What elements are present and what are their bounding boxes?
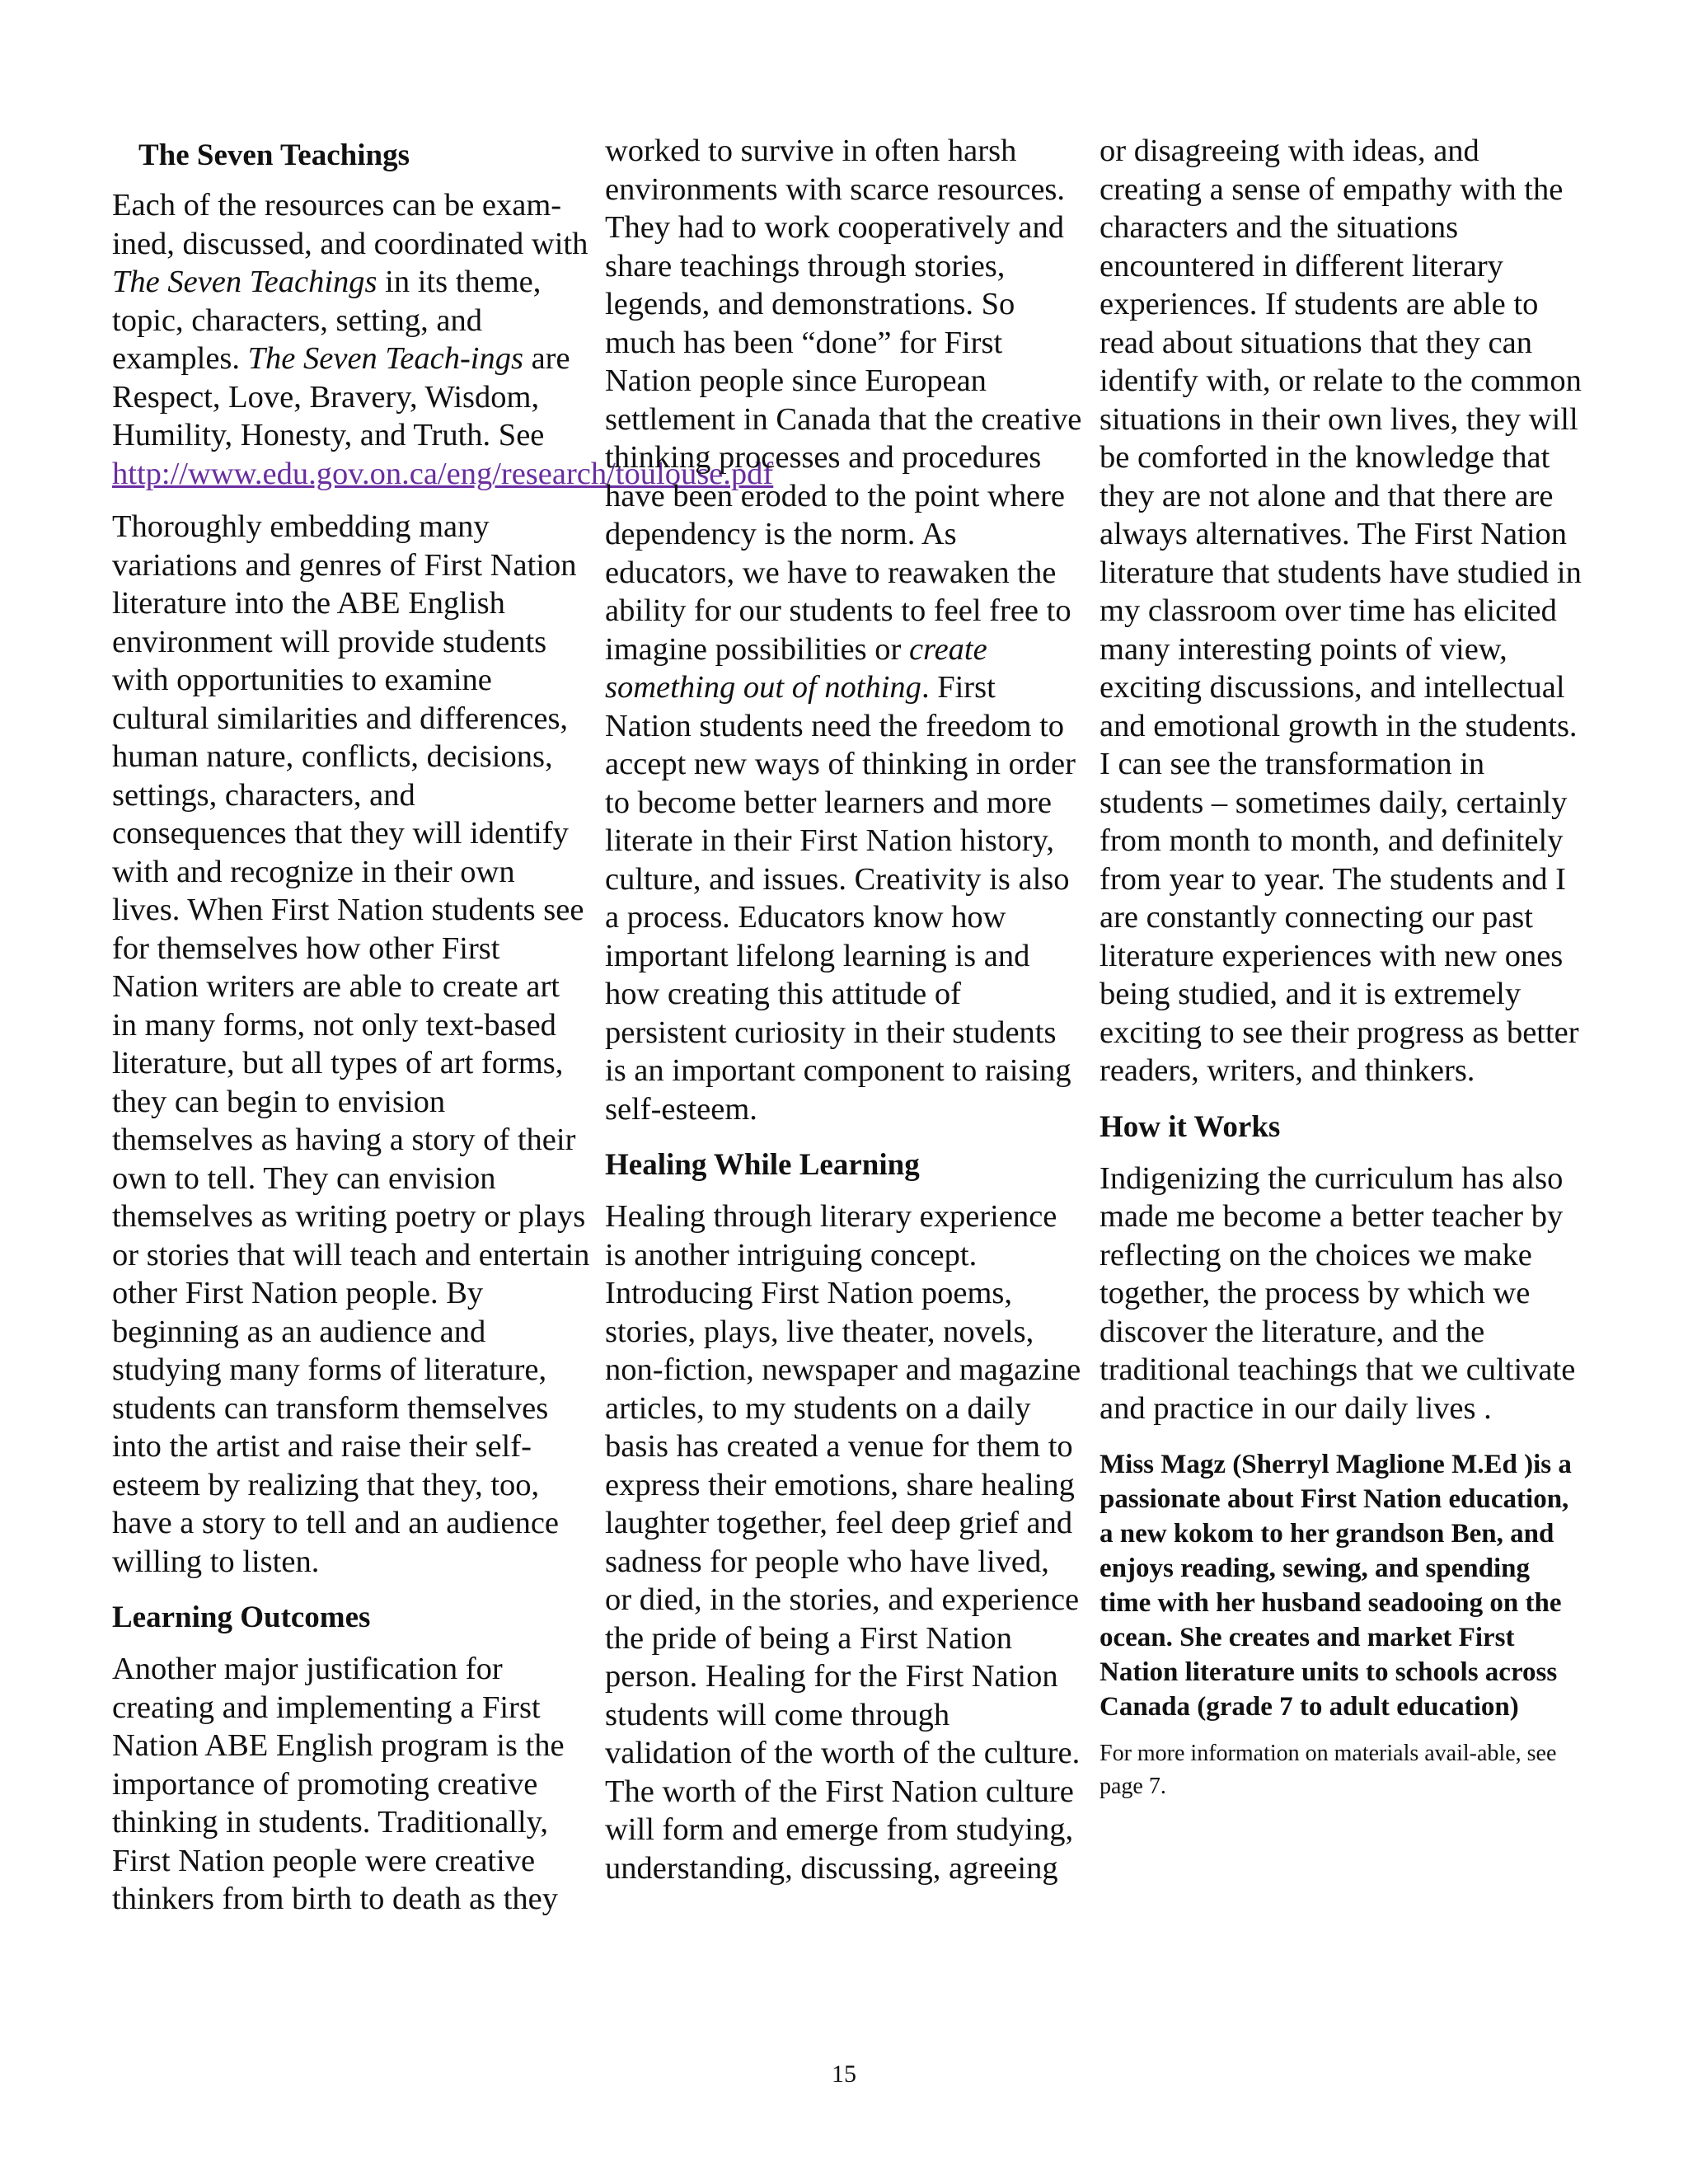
title-emphasis: The Seven Teach-ings xyxy=(247,341,523,376)
heading-healing-while-learning: Healing While Learning xyxy=(605,1148,920,1182)
author-bio: Miss Magz (Sherryl Maglione M.Ed )is a passionate about First Nation education, a new kokom to her grandson Ben, and enjoys reading, sewing, and spending time with her husband seadooing on the ocean. She creates and market First Nation literature units to schools across Canada (grade 7 to adult education) xyxy=(1100,1450,1572,1722)
phrase-emphasis: create something out of nothing xyxy=(605,631,987,705)
column-middle xyxy=(605,132,1083,1887)
text-span: Each of the resources can be exam-ined, discussed, and coordinated with xyxy=(112,188,588,261)
page-number: 15 xyxy=(832,2060,856,2088)
paragraph-creative-thinking xyxy=(605,132,1083,1128)
paragraph-empathy: or disagreeing with ideas, and creating a sense of empathy with the characters and the situations encountered in different literary experiences. If students are able to read about situations that they can identify with, or relate to the common situations in their own lives, they will be comforted in the knowledge that they are not alone and that there are always alternatives. The First Nation literature that students have studied in my classroom over time has elicited many interesting points of view, exciting discussions, and intellectual and emotional growth in the students. I can see the transformation in students – sometimes daily, certainly from month to month, and definitely from year to year. The students and I are constantly connecting our past literature experiences with new ones being studied, and it is extremely exciting to see their progress as better readers, writers, and thinkers. xyxy=(1100,134,1582,1088)
text-span: are Respect, Love, Bravery, Wisdom, Humility, Honesty, and Truth. See xyxy=(112,341,570,452)
paragraph-indigenizing: Indigenizing the curriculum has also made me become a better teacher by reflecting on the choices we make together, the process by which we discover the literature, and the traditional teachings that we cultivate and practice in our daily lives . xyxy=(1100,1160,1576,1426)
text-span: . First Nation students need the freedom to accept new ways of thinking in order to become better learners and more literate in their First Nation history, culture, and issues. Creativity is also a process. Educators know how important lifelong learning is and how creating this attitude of persistent curiosity in their students is an important component to raising self-esteem. xyxy=(605,670,1076,1127)
paragraph-healing: Healing through literary experience is another intriguing concept. Introducing First Nation poems, stories, plays, live theater, novels, non-fiction, newspaper and magazine articles, to my students on a daily basis has created a venue for them to express their emotions, share healing laughter together, feel deep grief and sadness for people who have lived, or died, in the stories, and experience the pride of being a First Nation person. Healing for the First Nation students will come through validation of the worth of the culture. The worth of the First Nation culture will form and emerge from studying, understanding, discussing, agreeing xyxy=(605,1199,1081,1886)
title-emphasis: The Seven Teachings xyxy=(112,265,377,299)
text-span: worked to survive in often harsh environments with scarce resources. They had to work cooperatively and share teachings through stories, legends, and demonstrations. So much has been “done” for First Nation people since European settlement in Canada that the creative thinking processes and procedures have been eroded to the point where dependency is the norm. As educators, we have to reawaken the ability for our students to feel free to imagine possibilities or xyxy=(605,134,1082,667)
column-right xyxy=(1100,132,1586,1803)
toulouse-pdf-link[interactable]: http://www.edu.gov.on.ca/eng/research/toulouse.pdf xyxy=(112,456,774,491)
paragraph-seven-teachings xyxy=(112,186,774,493)
heading-how-it-works: How it Works xyxy=(1100,1109,1281,1144)
paragraph-justification: Another major justification for creating and implementing a First Nation ABE English program is the importance of promoting creative thinking in students. Traditionally, First Nation people were creative thinkers from birth to death as they xyxy=(112,1652,565,1916)
heading-seven-teachings: The Seven Teachings xyxy=(138,138,410,172)
heading-learning-outcomes: Learning Outcomes xyxy=(112,1601,371,1634)
paragraph-embedding-literature: Thoroughly embedding many variations and genres of First Nation literature into the ABE English environment will provide students with opportunities to examine cultural similarities and differences, human nature, conflicts, decisions, settings, characters, and consequences that they will identify with and recognize in their own lives. When First Nation students see for themselves how other First Nation writers are able to create art in many forms, not only text-based literature, but all types of art forms, they can begin to envision themselves as having a story of their own to tell. They can envision themselves as writing poetry or plays or stories that will teach and entertain other First Nation people. By beginning as an audience and studying many forms of literature, students can transform themselves into the artist and raise their self-esteem by realizing that they, too, have a story to tell and an audience willing to listen. xyxy=(112,509,590,1579)
more-information-note: For more information on materials avail-able, see page 7. xyxy=(1100,1741,1557,1799)
text-span: in its theme, topic, characters, setting, and examples. xyxy=(112,265,542,376)
